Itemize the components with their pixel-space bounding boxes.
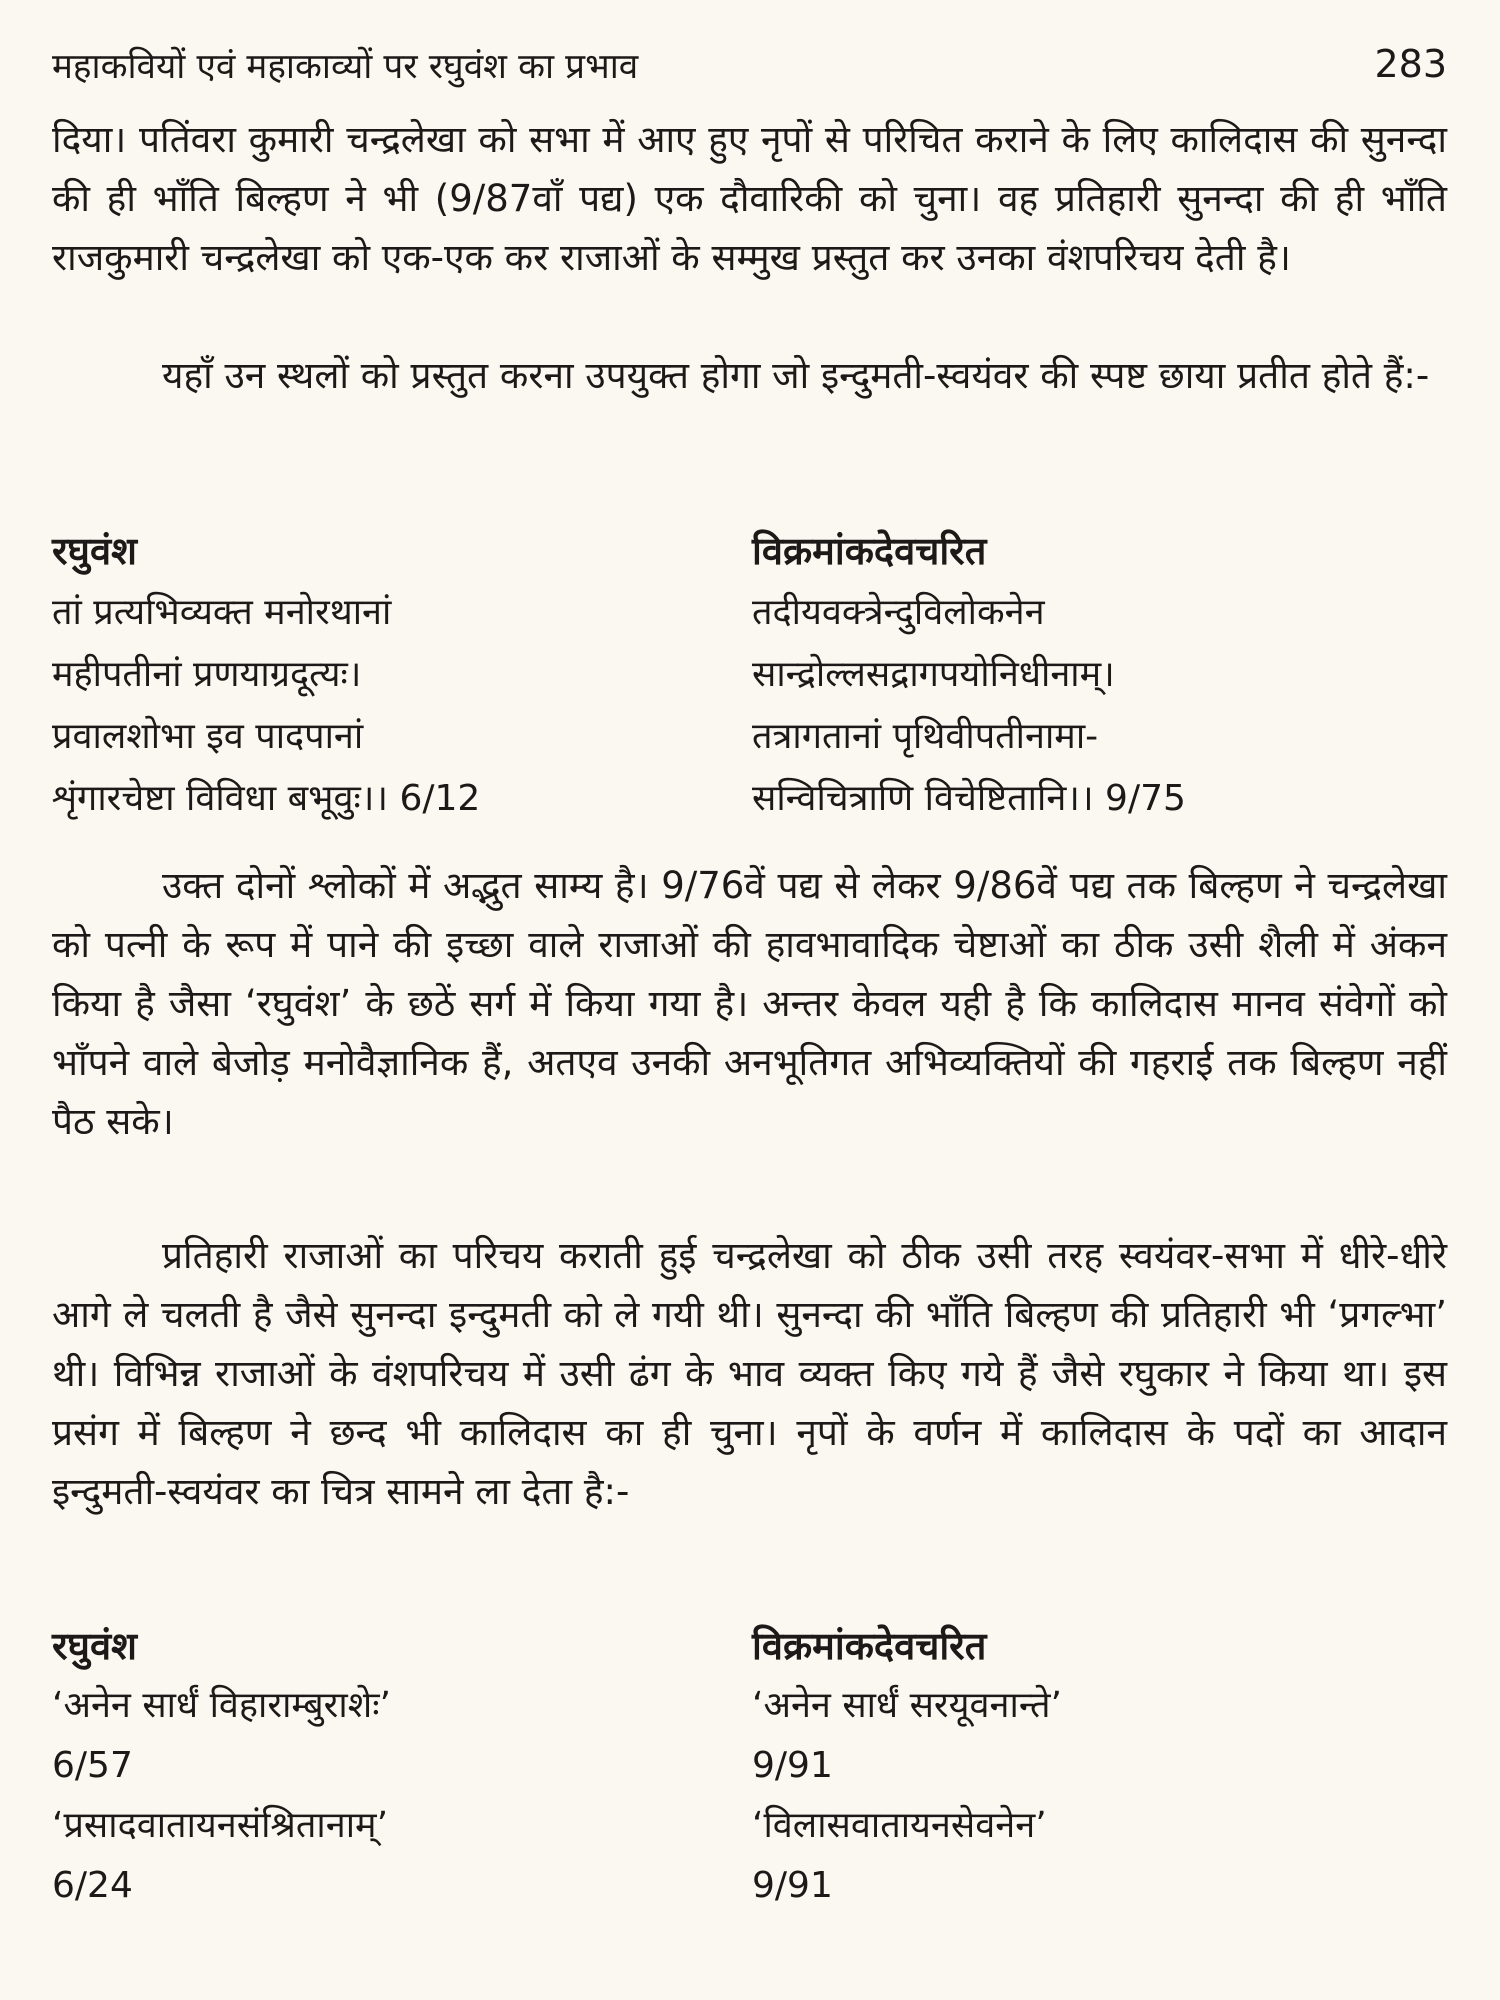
paragraph-text: प्रतिहारी राजाओं का परिचय कराती हुई चन्द्रलेखा को ठीक उसी तरह स्वयंवर-सभा में धीरे-धीरे आगे ले चलती है जैसे सुनन्दा इन्दुमती को ले गयी थी। सुनन्दा की भाँति बिल्हण की प्रतिहारी भी ‘प्रगल्भा’ थी। विभिन्न राजाओं के वंशपरिचय में उसी ढंग के भाव व्यक्त किए गये हैं जैसे रघुकार ने किया था। इस प्रसंग में बिल्हण ने छन्द भी कालिदास का ही चुना। नृपों के वर्णन में कालिदास के पदों का आदान इन्दुमती-स्वयंवर का चित्र सामने ला देता है:- [52, 1234, 1447, 1513]
running-title: महाकवियों एवं महाकाव्यों पर रघुवंश का प्रभाव [52, 47, 639, 87]
page-number: 283 [1374, 42, 1447, 86]
verse-line: तत्रागतानां पृथिवीपतीनामा- [752, 716, 1099, 757]
column-heading: विक्रमांकदेवचरित [752, 1624, 987, 1668]
quoted-phrase: ‘अनेन सार्धं विहाराम्बुराशेः’ [52, 1685, 391, 1726]
paragraph-pratihari [52, 1226, 1447, 1521]
paragraph-text: दिया। पतिंवरा कुमारी चन्द्रलेखा को सभा में आए हुए नृपों से परिचित कराने के लिए कालिदास की सुनन्दा की ही भाँति बिल्हण ने भी (9/87वाँ पद्य) एक दौवारिकी को चुना। वह प्रतिहारी सुनन्दा की ही भाँति राजकुमारी चन्द्रलेखा को एक-एक कर राजाओं के सम्मुख प्रस्तुत कर उनका वंशपरिचय देती है। [52, 118, 1447, 279]
quoted-phrase: ‘विलासवातायनसेवनेन’ [752, 1805, 1047, 1846]
verse-reference: 9/91 [752, 1745, 833, 1786]
quoted-phrase: ‘प्रसादवातायनसंश्रितानाम्’ [52, 1805, 389, 1846]
verse-line: महीपतीनां प्रणयाग्रदूत्यः। [52, 654, 362, 695]
raghuvamsha-column [52, 520, 742, 830]
paragraph-text: उक्त दोनों श्लोकों में अद्भुत साम्य है। 9/76वें पद्य से लेकर 9/86वें पद्य तक बिल्हण ने चन्द्रलेखा को पत्नी के रूप में पाने की इच्छा वाले राजाओं की हावभावादिक चेष्टाओं का ठीक उसी शैली में अंकन किया है जैसा ‘रघुवंश’ के छठें सर्ग में किया गया है। अन्तर केवल यही है कि कालिदास मानव संवेगों को भाँपने वाले बेजोड़ मनोवैज्ञानिक हैं, अतएव उनकी अनभूतिगत अभिव्यक्तियों की गहराई तक बिल्हण नहीं पैठ सके। [52, 864, 1447, 1143]
paragraph-intro [52, 110, 1447, 287]
vikramankadevacharita-column [752, 1615, 1442, 1917]
column-heading: रघुवंश [52, 1624, 137, 1668]
verse-reference: 6/57 [52, 1745, 133, 1786]
column-heading: विक्रमांकदेवचरित [752, 529, 987, 573]
verse-line: तदीयवक्त्रेन्दुविलोकनेन [752, 592, 1045, 633]
page-header [52, 42, 1447, 92]
paragraph-analysis [52, 856, 1447, 1151]
verse-reference: 6/24 [52, 1865, 133, 1906]
verse-reference: 9/91 [752, 1865, 833, 1906]
verse-line: तां प्रत्यभिव्यक्त मनोरथानां [52, 592, 392, 633]
raghuvamsha-column [52, 1615, 742, 1917]
verse-line: सान्द्रोल्लसद्रागपयोनिधीनाम्। [752, 654, 1115, 695]
verse-line: प्रवालशोभा इव पादपानां [52, 716, 364, 757]
column-heading: रघुवंश [52, 529, 137, 573]
verse-comparison-1 [52, 520, 1447, 840]
quoted-phrase: ‘अनेन सार्धं सरयूवनान्ते’ [752, 1685, 1062, 1726]
paragraph-lead-in [52, 346, 1447, 405]
vikramankadevacharita-column [752, 520, 1442, 830]
verse-line: शृंगारचेष्टा विविधा बभूवुः।। 6/12 [52, 778, 481, 819]
verse-comparison-2 [52, 1615, 1447, 1915]
paragraph-text: यहाँ उन स्थलों को प्रस्तुत करना उपयुक्त होगा जो इन्दुमती-स्वयंवर की स्पष्ट छाया प्रतीत होते हैं:- [162, 354, 1430, 397]
verse-line: सन्विचित्राणि विचेष्टितानि।। 9/75 [752, 778, 1186, 819]
